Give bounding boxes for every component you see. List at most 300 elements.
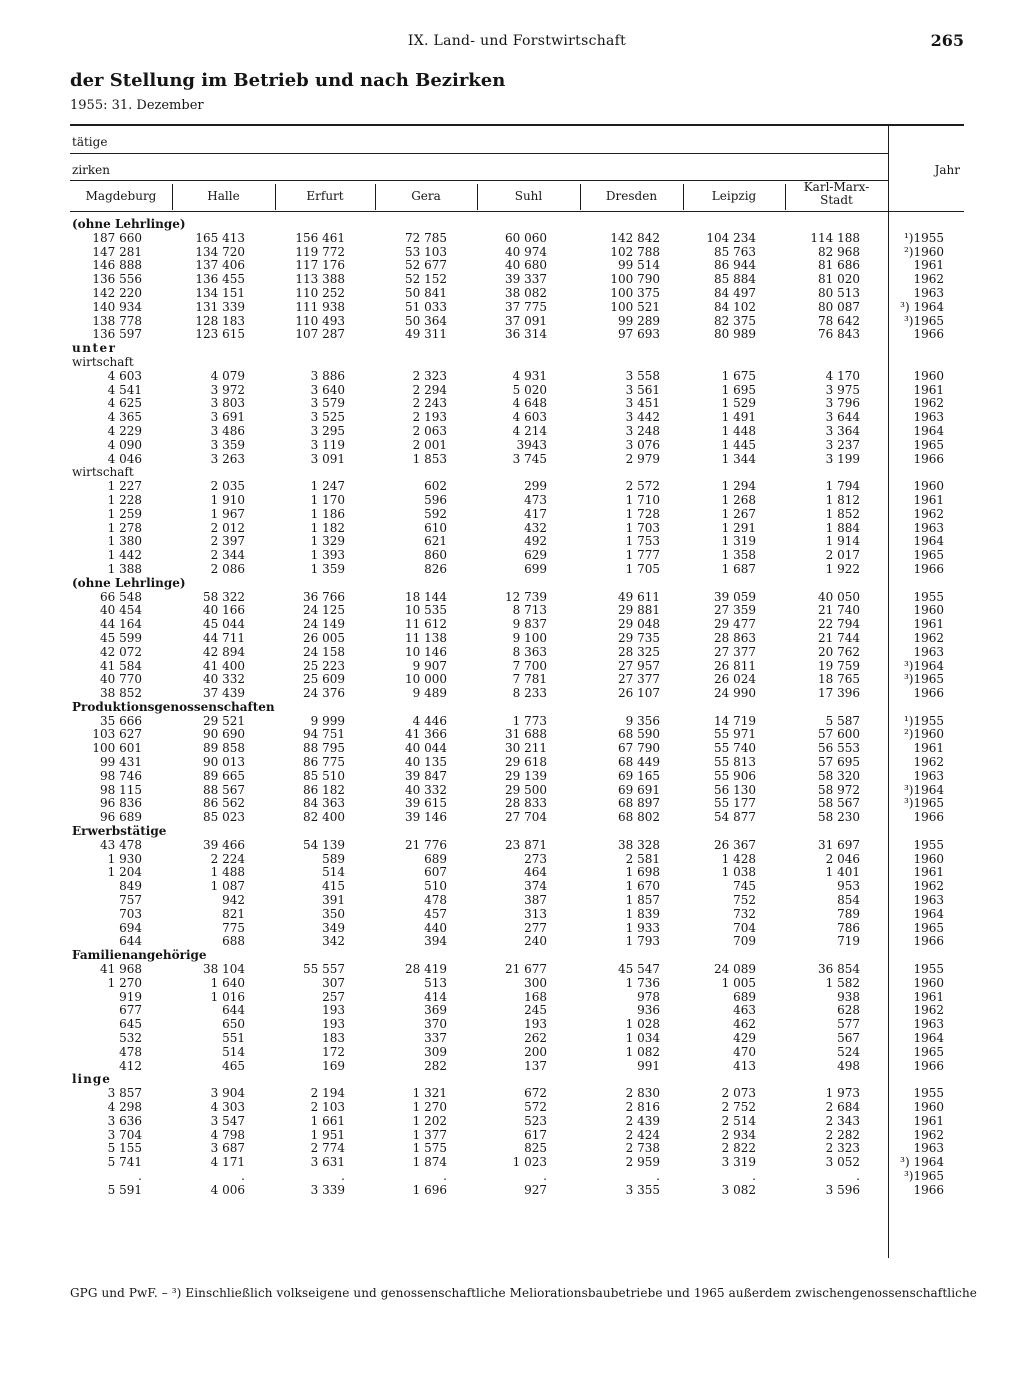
table-cell: 200 [524, 1044, 547, 1059]
table-cell: 3 263 [210, 451, 245, 466]
table-row [70, 508, 964, 522]
table-row [70, 1060, 964, 1074]
table-cell: 131 339 [195, 299, 245, 314]
table-cell: 3 904 [210, 1086, 245, 1101]
table-cell: 40 332 [203, 672, 245, 687]
table-cell: 97 693 [618, 327, 660, 342]
table-row [70, 384, 964, 398]
table-cell: 128 183 [195, 313, 245, 328]
table-cell: 942 [222, 893, 245, 908]
table-cell: 3 558 [625, 368, 660, 383]
table-row [70, 480, 964, 494]
table-cell: 417 [524, 506, 547, 521]
column-divider [477, 184, 478, 210]
table-cell: 40 332 [405, 782, 447, 797]
column-divider [580, 184, 581, 210]
table-cell: 55 740 [714, 741, 756, 756]
table-row [70, 632, 964, 646]
table-cell: 2 046 [825, 851, 860, 866]
table-cell: 938 [837, 989, 860, 1004]
table-cell: 1 291 [721, 520, 756, 535]
year-cell: 1962 [913, 396, 944, 411]
table-cell: 240 [524, 934, 547, 949]
table-cell: 2 323 [412, 368, 447, 383]
table-cell: 1 028 [625, 1017, 660, 1032]
table-cell: 8 233 [512, 686, 547, 701]
column-divider [785, 184, 786, 210]
table-cell: 99 514 [618, 258, 660, 273]
table-cell: 57 695 [818, 755, 860, 770]
table-cell: 11 138 [405, 630, 447, 645]
table-cell: 513 [424, 975, 447, 990]
table-cell: 704 [733, 920, 756, 935]
table-cell: 3 803 [210, 396, 245, 411]
table-cell: 2 344 [210, 548, 245, 563]
table-cell: 4 171 [210, 1155, 245, 1170]
year-cell: 1963 [913, 768, 944, 783]
table-cell: 3 364 [825, 423, 860, 438]
year-cell: 1963 [913, 1017, 944, 1032]
table-cell: 1 582 [825, 975, 860, 990]
table-cell: 1 445 [721, 437, 756, 452]
table-cell: 187 660 [92, 230, 142, 245]
table-row [70, 756, 964, 770]
table-cell: 41 584 [100, 658, 142, 673]
table-cell: 277 [524, 920, 547, 935]
table-cell: 134 151 [195, 285, 245, 300]
table-cell: 29 735 [618, 630, 660, 645]
table-cell: 4 229 [107, 423, 142, 438]
table-cell: 40 166 [203, 603, 245, 618]
table-cell: 1 294 [721, 479, 756, 494]
table-cell: 44 164 [100, 617, 142, 632]
table-cell: 193 [322, 1017, 345, 1032]
table-cell: 2 752 [721, 1100, 756, 1114]
table-cell: 2 294 [412, 382, 447, 397]
table-cell: 2 397 [210, 534, 245, 549]
table-cell: 514 [322, 865, 345, 880]
table-cell: 1 034 [625, 1031, 660, 1046]
table-cell: 1 728 [625, 506, 660, 521]
table-cell: 28 833 [505, 796, 547, 811]
table-cell: 98 746 [100, 768, 142, 783]
year-cell: ²)1960 [903, 244, 944, 259]
table-cell: 1 259 [107, 506, 142, 521]
table-cell: 38 852 [100, 686, 142, 701]
table-cell: 43 478 [100, 837, 142, 852]
table-row [70, 328, 964, 342]
year-cell: 1955 [913, 1086, 944, 1101]
table-cell: 4 798 [210, 1127, 245, 1142]
table-cell: 17 396 [818, 686, 860, 701]
table-cell: 21 677 [505, 962, 547, 977]
table-cell: 1 705 [625, 561, 660, 576]
table-cell: 3 579 [310, 396, 345, 411]
table-cell: 478 [119, 1044, 142, 1059]
table-cell: 699 [524, 561, 547, 576]
table-cell: 24 149 [303, 617, 345, 632]
table-row [70, 1129, 964, 1143]
table-cell: 1 661 [310, 1113, 345, 1128]
table-row [70, 494, 964, 508]
year-cell: 1963 [913, 285, 944, 300]
table-cell: 2 323 [825, 1141, 860, 1156]
table-cell: 81 020 [818, 272, 860, 287]
year-cell: 1962 [913, 630, 944, 645]
table-cell: 3 525 [310, 410, 345, 425]
table-cell: 29 048 [618, 617, 660, 632]
table-row [70, 660, 964, 674]
table-cell: 412 [119, 1058, 142, 1073]
table-cell: 5 155 [107, 1141, 142, 1156]
table-row [70, 1156, 964, 1170]
table-row [70, 866, 964, 880]
table-cell: 68 802 [618, 810, 660, 825]
table-cell: 262 [524, 1031, 547, 1046]
table-cell: 41 968 [100, 962, 142, 977]
table-cell: 49 311 [405, 327, 447, 342]
year-cell: 1961 [913, 741, 944, 756]
table-cell: 1 377 [412, 1127, 447, 1142]
table-cell: 470 [733, 1044, 756, 1059]
table-cell: 1 914 [825, 534, 860, 549]
table-cell: 1 268 [721, 492, 756, 507]
table-cell: 1 388 [107, 561, 142, 576]
column-header-gera: Gera [411, 189, 441, 203]
table-cell: 2 035 [210, 479, 245, 494]
table-cell: 703 [119, 906, 142, 921]
table-cell: 110 252 [295, 285, 345, 300]
table-cell: 36 314 [505, 327, 547, 342]
table-cell: 2 194 [310, 1086, 345, 1101]
table-cell: 100 790 [610, 272, 660, 287]
section-label: Familienangehörige [72, 948, 207, 963]
table-row [70, 742, 964, 756]
year-cell: 1963 [913, 410, 944, 425]
table-cell: 103 627 [92, 727, 142, 742]
table-cell: 27 377 [618, 672, 660, 687]
header-rule-2 [70, 180, 888, 181]
table-cell: 510 [424, 879, 447, 894]
table-cell: 99 289 [618, 313, 660, 328]
table-cell: 523 [524, 1113, 547, 1128]
table-cell: 94 751 [303, 727, 345, 742]
table-cell: 44 711 [203, 630, 245, 645]
table-cell: 672 [524, 1086, 547, 1101]
table-cell: 4 079 [210, 368, 245, 383]
table-cell: 577 [837, 1017, 860, 1032]
table-cell: 78 642 [818, 313, 860, 328]
table-cell: 551 [222, 1031, 245, 1046]
table-cell: 299 [524, 479, 547, 494]
table-row [70, 1087, 964, 1101]
table-cell: 142 842 [610, 230, 660, 245]
table-title: der Stellung im Betrieb und nach Bezirken [70, 70, 506, 91]
table-cell: 789 [837, 906, 860, 921]
table-cell: 1 529 [721, 396, 756, 411]
table-cell: . [341, 1168, 345, 1183]
table-cell: 86 944 [714, 258, 756, 273]
table-cell: 2 012 [210, 520, 245, 535]
table-cell: 28 325 [618, 644, 660, 659]
table-cell: 4 446 [412, 713, 447, 728]
table-cell: 28 419 [405, 962, 447, 977]
table-cell: 3 561 [625, 382, 660, 397]
table-cell: 4 365 [107, 410, 142, 425]
table-cell: 68 449 [618, 755, 660, 770]
table-cell: 3 359 [210, 437, 245, 452]
table-cell: 39 146 [405, 810, 447, 825]
table-cell: 1 401 [825, 865, 860, 880]
year-cell: 1961 [913, 989, 944, 1004]
table-cell: 14 719 [714, 713, 756, 728]
table-row [70, 797, 964, 811]
year-cell: 1961 [913, 1113, 944, 1128]
table-cell: 29 477 [714, 617, 756, 632]
table-cell: 978 [637, 989, 660, 1004]
table-cell: 20 762 [818, 644, 860, 659]
table-cell: 142 220 [92, 285, 142, 300]
table-cell: 2 086 [210, 561, 245, 576]
table-cell: 146 888 [92, 258, 142, 273]
table-cell: 1 186 [310, 506, 345, 521]
table-cell: 31 688 [505, 727, 547, 742]
table-cell: 919 [119, 989, 142, 1004]
table-cell: 2 979 [625, 451, 660, 466]
table-cell: 4 648 [512, 396, 547, 411]
table-cell: 45 044 [203, 617, 245, 632]
table-cell: 752 [733, 893, 756, 908]
table-cell: 3 691 [210, 410, 245, 425]
column-divider [275, 184, 276, 210]
table-row [70, 549, 964, 563]
table-row [70, 1004, 964, 1018]
table-cell: 96 836 [100, 796, 142, 811]
table-cell: 72 785 [405, 230, 447, 245]
table-cell: 3 319 [721, 1155, 756, 1170]
table-cell: 3 687 [210, 1141, 245, 1156]
table-cell: 440 [424, 920, 447, 935]
table-cell: 102 788 [610, 244, 660, 259]
table-cell: 1 038 [721, 865, 756, 880]
table-cell: 1 278 [107, 520, 142, 535]
table-cell: 56 553 [818, 741, 860, 756]
table-cell: 3 091 [310, 451, 345, 466]
table-cell: 147 281 [92, 244, 142, 259]
table-cell: 645 [119, 1017, 142, 1032]
year-cell: 1961 [913, 617, 944, 632]
year-cell: 1960 [913, 1100, 944, 1114]
table-cell: 8 713 [512, 603, 547, 618]
table-cell: 3 796 [825, 396, 860, 411]
table-row [70, 1032, 964, 1046]
table-cell: 689 [733, 989, 756, 1004]
table-cell: 349 [322, 920, 345, 935]
table-cell: 1 170 [310, 492, 345, 507]
table-cell: 1 696 [412, 1182, 447, 1197]
table-cell: 1 812 [825, 492, 860, 507]
table-cell: 89 858 [203, 741, 245, 756]
year-cell: ²)1960 [903, 727, 944, 742]
table-cell: 4 170 [825, 368, 860, 383]
section-label: linge [72, 1072, 111, 1087]
table-cell: 26 024 [714, 672, 756, 687]
table-cell: 37 091 [505, 313, 547, 328]
year-cell: 1962 [913, 506, 944, 521]
table-cell: . [241, 1168, 245, 1183]
table-cell: 4 303 [210, 1100, 245, 1114]
table-cell: 89 665 [203, 768, 245, 783]
table-cell: 3 248 [625, 423, 660, 438]
table-row [70, 811, 964, 825]
table-cell: 9 356 [625, 713, 660, 728]
table-cell: 1 491 [721, 410, 756, 425]
table-cell: 1 640 [210, 975, 245, 990]
table-cell: 617 [524, 1127, 547, 1142]
table-cell: 391 [322, 893, 345, 908]
table-cell: 30 211 [505, 741, 547, 756]
table-cell: 4 298 [107, 1100, 142, 1114]
table-top-rule [70, 124, 964, 126]
year-cell: 1962 [913, 755, 944, 770]
column-header-karl-marx-stadt: Karl-Marx- Stadt [803, 180, 870, 207]
table-row [70, 232, 964, 246]
table-cell: 19 759 [818, 658, 860, 673]
table-cell: 49 611 [618, 589, 660, 604]
year-cell: 1961 [913, 865, 944, 880]
table-row [70, 301, 964, 315]
table-cell: 2 684 [825, 1100, 860, 1114]
table-subtitle: 1955: 31. Dezember [70, 98, 204, 113]
table-cell: 67 790 [618, 741, 660, 756]
table-cell: 36 854 [818, 962, 860, 977]
table-cell: 1 182 [310, 520, 345, 535]
table-cell: 35 666 [100, 713, 142, 728]
table-cell: 1 973 [825, 1086, 860, 1101]
table-cell: 2 439 [625, 1113, 660, 1128]
table-row [70, 728, 964, 742]
table-cell: 1 267 [721, 506, 756, 521]
table-cell: 29 521 [203, 713, 245, 728]
table-cell: 2 001 [412, 437, 447, 452]
table-row [70, 715, 964, 729]
year-cell: 1960 [913, 479, 944, 494]
year-cell: ³)1965 [903, 672, 944, 687]
table-cell: 100 521 [610, 299, 660, 314]
table-cell: 350 [322, 906, 345, 921]
table-row [70, 315, 964, 329]
table-cell: 5 591 [107, 1182, 142, 1197]
table-cell: 1 329 [310, 534, 345, 549]
table-cell: 38 328 [618, 837, 660, 852]
table-cell: 38 104 [203, 962, 245, 977]
table-cell: 387 [524, 893, 547, 908]
table-cell: 1 951 [310, 1127, 345, 1142]
table-row [70, 439, 964, 453]
table-cell: 936 [637, 1003, 660, 1018]
table-cell: 2 816 [625, 1100, 660, 1114]
year-cell: 1955 [913, 589, 944, 604]
table-cell: 40 050 [818, 589, 860, 604]
table-cell: 100 601 [92, 741, 142, 756]
table-cell: 84 497 [714, 285, 756, 300]
table-cell: 12 739 [505, 589, 547, 604]
table-cell: 26 367 [714, 837, 756, 852]
table-cell: 374 [524, 879, 547, 894]
table-cell: 2 224 [210, 851, 245, 866]
table-cell: 39 337 [505, 272, 547, 287]
table-cell: 96 689 [100, 810, 142, 825]
table-cell: 58 230 [818, 810, 860, 825]
table-cell: 1 359 [310, 561, 345, 576]
table-cell: 69 691 [618, 782, 660, 797]
table-cell: 3 355 [625, 1182, 660, 1197]
table-cell: 2 774 [310, 1141, 345, 1156]
table-cell: 650 [222, 1017, 245, 1032]
table-cell: 60 060 [505, 230, 547, 245]
table-cell: 107 287 [295, 327, 345, 342]
table-row [70, 246, 964, 260]
table-cell: 1 884 [825, 520, 860, 535]
table-cell: 3 704 [107, 1127, 142, 1142]
header-bottom-rule [70, 211, 964, 212]
year-cell: 1966 [913, 686, 944, 701]
table-cell: 1 358 [721, 548, 756, 563]
table-row [70, 922, 964, 936]
table-cell: 29 139 [505, 768, 547, 783]
table-cell: 1 922 [825, 561, 860, 576]
table-cell: 464 [524, 865, 547, 880]
table-cell: 4 931 [512, 368, 547, 383]
table-cell: 1 698 [625, 865, 660, 880]
running-head-title: IX. Land- und Forstwirtschaft [407, 33, 627, 49]
table-cell: 56 130 [714, 782, 756, 797]
table-cell: 3 237 [825, 437, 860, 452]
table-cell: 3943 [516, 437, 547, 452]
year-cell: 1960 [913, 368, 944, 383]
table-cell: 432 [524, 520, 547, 535]
table-cell: 3 596 [825, 1182, 860, 1197]
table-cell: 57 600 [818, 727, 860, 742]
running-header [70, 33, 964, 53]
table-cell: 193 [524, 1017, 547, 1032]
table-cell: 567 [837, 1031, 860, 1046]
table-row [70, 977, 964, 991]
table-cell: 27 704 [505, 810, 547, 825]
table-cell: 1 736 [625, 975, 660, 990]
year-cell: 1963 [913, 520, 944, 535]
table-cell: 28 863 [714, 630, 756, 645]
table-cell: 90 013 [203, 755, 245, 770]
table-cell: 457 [424, 906, 447, 921]
table-cell: 1 087 [210, 879, 245, 894]
table-cell: 9 999 [310, 713, 345, 728]
section-label: Produktionsgenossenschaften [72, 699, 275, 714]
table-cell: 54 877 [714, 810, 756, 825]
table-cell: 677 [119, 1003, 142, 1018]
table-cell: 2 738 [625, 1141, 660, 1156]
table-cell: 38 082 [505, 285, 547, 300]
year-cell: ¹)1955 [903, 230, 944, 245]
table-cell: 54 139 [303, 837, 345, 852]
table-cell: 81 686 [818, 258, 860, 273]
table-cell: 40 974 [505, 244, 547, 259]
section-label: Erwerbstätige [72, 824, 167, 839]
table-cell: 27 377 [714, 644, 756, 659]
table-cell: 104 234 [706, 230, 756, 245]
table-cell: 168 [524, 989, 547, 1004]
section-label: wirtschaft [72, 354, 134, 369]
